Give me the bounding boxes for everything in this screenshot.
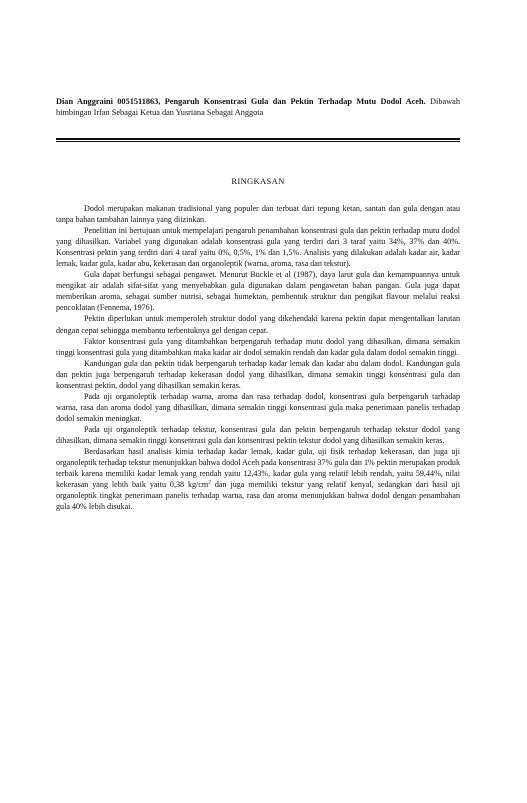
superscript: 2 xyxy=(208,479,211,486)
conclusion-text-a: Berdasarkan hasil analisis kimia terhadap kadar lemak, kadar gula, uji fisik terhadap kekerasan, dan juga uji organoleptik terhadap tekstur menunjukkan bahwa dodol Aceh pada konsentrasi 37% gula dan 1% pektin merupakan produk terbaik karena memiliki kadar lemak yang rendah yaitu 12,43%, kadar gula yang relatif lebih rendah, yaitu 59,44%, nilai kekerasan yang lebih baik yaitu 0,38 kg/cm xyxy=(56,447,460,490)
header-supervisors: Dibawah bimbingan Irfan Sebagai Ketua dan Yusriana Sebagai Anggota xyxy=(56,97,460,118)
paragraph: Pada uji organoleptik terhadap warna, aroma dan rasa terhadap dodol, konsentrasi gula berpengaruh tarhadap warna, rasa dan aroma dodol yang dihasilkan, dimana semakin tinggi konsentrasi gula maka penerimaan panelis terhadap dodol semakin meningkat. xyxy=(56,391,460,423)
paragraph: Pada uji organoleptik terhadap tekstur, konsentrasi gula dan pektin berpengaruh terhadap tekstur dodol yang dihasilkan, dimana semakin tinggi konsentrasi gula dan konsentrasi pektin tekstur dodol yang dihasilkan semakin keras. xyxy=(56,424,460,445)
thesis-header xyxy=(56,96,460,118)
summary-body xyxy=(56,203,460,512)
paragraph: Gula dapat berfungsi sebagai pengawet. Menurut Buckle et al (1987), daya larut gula dan kemampuannya untuk mengikat air adalah sifat-sifat yang menyebabkan gula digunakan dalam pengawetan bahan pangan. Gula juga dapat memberikan aroma, sebagai sumber nutrisi, sebagai humektan, pembentuk struktur dan pengikat flavour melalui reaksi pencoklatan (Fennema, 1976). xyxy=(56,270,460,313)
header-rule xyxy=(56,138,460,140)
header-author-title: Dian Anggraini 0051511863, Pengaruh Konsentrasi Gula dan Pektin Terhadap Mutu Dodol Aceh. xyxy=(56,97,426,106)
paragraph: Dodol merupakan makanan tradisional yang populer dan terbuat dari tepung ketan, santan dan gula dengan atau tanpa bahan tambahan lainnya yang diizinkan. xyxy=(56,204,460,225)
paragraph: Kandungan gula dan pektin tidak berpengaruh terhadap kadar lemak dan kadar abu dalam dodol. Kandungan gula dan pektin juga berpengaruh terhadap kekerasan dodol yang dihasilkan, dimana semakin tinggi konsentrasi gula dan konsentrasi pektin, dodol yang dihasilkan semakin keras. xyxy=(56,358,460,390)
conclusion-text-b: dan juga memiliki tekstur yang relatif kenyal, sedangkan dari hasil uji organoleptik tingkat penerimaan panelis terhadap warna, rasa dan aroma menunjukkan bahwa dodol dengan penambahan gula 40% lebih disukai. xyxy=(56,480,460,512)
paragraph-conclusion xyxy=(56,446,460,512)
paragraph: Penelitian ini bertujuan untuk mempelajari pengaruh penambahan konsentrasi gula dan pektin terhadap mutu dodol yang dihasilkan. Variabel yang digunakan adalah konsentrasi gula yang terdiri dari 3 taraf yaitu 34%, 37% dan 40%. Konsentrasi pektin yang terdiri dari 4 taraf yaitu 0%, 0,5%, 1% dan 1,5%. Analisis yang dilakukan adalah kadar air, kadar lemak, kadar gula, kadar abu, kekerasan dan organoleptik (warna, aroma, rasa dan tekstur). xyxy=(56,226,460,269)
paragraph: Faktor konsentrasi gula yang ditambahkan berpengaruh terhadap mutu dodol yang dihasilkan, dimana semakin tinggi konsentrasi gula yang ditambahkan maka kadar air dodol semakin rendah dan kadar gula dalam dodol semakin tinggi. xyxy=(56,336,460,357)
section-title: RINGKASAN xyxy=(231,176,285,186)
header-rule-thin xyxy=(56,141,460,142)
paragraph: Pektin diperlukan untuk memperoleh struktur dodol yang dikehendaki karena pektin dapat mengentalkan larutan dengan cepat sehingga membantu terbentuknya gel dengan cepat. xyxy=(56,314,460,335)
